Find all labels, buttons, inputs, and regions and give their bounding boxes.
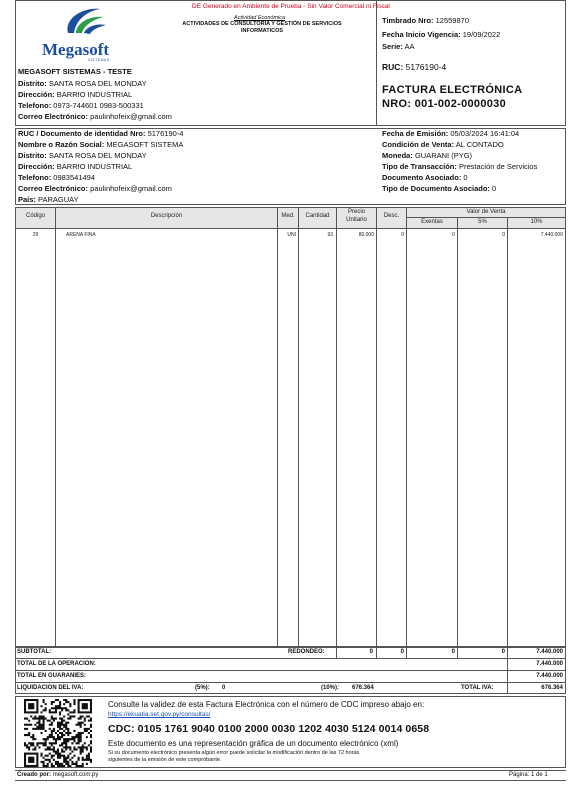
col-divider — [406, 207, 407, 647]
qr-code — [24, 699, 92, 767]
client-direccion — [18, 162, 132, 172]
logo-subtext: SISTEMAS — [88, 58, 110, 62]
fecha-emision-value: 05/03/2024 16:41:04 — [450, 129, 520, 138]
emitter-distrito-label: Distrito: — [18, 79, 47, 88]
serie-label: Serie: — [382, 42, 403, 51]
client-telefono-value: 0983541494 — [53, 173, 96, 182]
row-desc: 0 — [401, 232, 404, 238]
col-divider — [376, 207, 377, 647]
tipo-documento-asociado-label: Tipo de Documento Asociado: — [382, 184, 490, 193]
header-desc: Desc. — [383, 213, 400, 219]
client-distrito — [18, 151, 147, 161]
ruc-emitter-label: RUC: — [382, 62, 404, 72]
cdc-number: CDC: 0105 1761 9040 0100 2000 0030 1202 4030 5124 0014 0658 — [108, 723, 430, 735]
serie — [382, 42, 415, 52]
footer-rule — [15, 770, 566, 771]
vigencia — [382, 30, 500, 40]
ruc-emitter-value: 5176190-4 — [405, 62, 447, 72]
client-correo-label: Correo Electrónico: — [18, 184, 89, 193]
header-med: Med. — [281, 213, 295, 219]
creado-por-label: Creado por: — [17, 772, 52, 778]
redondeo-label: REDONDEO: — [288, 649, 325, 655]
client-telefono — [18, 173, 95, 183]
client-direccion-value: BARRIO INDUSTRIAL — [56, 162, 133, 171]
subtotal-cinco: 0 — [501, 649, 505, 655]
subtotal-exentas: 0 — [451, 649, 455, 655]
header-10: 10% — [530, 219, 543, 225]
client-nombre — [18, 140, 183, 150]
client-correo-value: paulinhofeix@gmail.com — [90, 184, 172, 193]
row-precio: 80.000 — [358, 232, 374, 238]
moneda — [382, 151, 472, 161]
logo-wordmark: Megasoft — [42, 40, 110, 59]
note-line-1: Si su documento electrónico presenta algún error puede solicitar la modificación dentro de las 72 horas — [108, 750, 360, 756]
client-direccion-label: Dirección: — [18, 162, 55, 171]
items-table — [15, 207, 566, 647]
col-divider — [336, 207, 337, 647]
document-number: NRO: 001-002-0000030 — [382, 98, 507, 110]
note-line-2: siguientes de la emisión de este comprobante. — [108, 757, 222, 763]
header-5: 5% — [478, 219, 487, 225]
valor-venta-split — [406, 217, 566, 218]
row-cinco: 0 — [502, 232, 505, 238]
client-correo — [18, 184, 172, 194]
row-cantidad: 93 — [327, 232, 333, 238]
documento-asociado-value: 0 — [463, 173, 468, 182]
subtotal-label: SUBTOTAL: — [17, 649, 52, 655]
col-divider — [507, 217, 508, 647]
documento-asociado-label: Documento Asociado: — [382, 173, 462, 182]
emitter-distrito-value: SANTA ROSA DEL MONDAY — [48, 79, 147, 88]
col-divider — [55, 207, 56, 647]
vigencia-value: 19/09/2022 — [462, 30, 501, 39]
client-ruc-value: 5176190-4 — [147, 129, 184, 138]
iva5-value: 0 — [222, 685, 226, 691]
header-codigo: Código — [25, 213, 45, 219]
row-diez: 7.440.000 — [540, 232, 563, 238]
timbrado — [382, 16, 469, 26]
consult-text: Consulte la validez de esta Factura Electrónica con el número de CDC impreso abajo en: — [108, 700, 425, 709]
items-header-bottom — [15, 228, 566, 229]
emitter-correo-label: Correo Electrónico: — [18, 112, 89, 121]
client-distrito-value: SANTA ROSA DEL MONDAY — [48, 151, 147, 160]
fecha-emision-label: Fecha de Emisión: — [382, 129, 449, 138]
condicion-venta-label: Condición de Venta: — [382, 140, 455, 149]
emitter-direccion — [18, 90, 132, 100]
client-pais — [18, 195, 79, 205]
timbrado-value: 12559870 — [435, 16, 469, 25]
creado-por-value: megasoft.com.py — [52, 772, 99, 778]
header-descripcion: Descripción — [150, 213, 183, 219]
client-ruc — [18, 129, 183, 139]
tipo-transaccion-value: Prestación de Servicios — [458, 162, 538, 171]
header-divider — [376, 0, 377, 126]
header-precio: Precio Unitario — [346, 209, 367, 223]
tipo-documento-asociado — [382, 184, 496, 194]
row-exentas: 0 — [452, 232, 455, 238]
iva10-value: 676.364 — [352, 685, 374, 691]
emitter-telefono-label: Telefono: — [18, 101, 52, 110]
vigencia-label: Fecha Inicio Vigencia: — [382, 30, 461, 39]
row-med: UNI — [287, 232, 296, 238]
condicion-venta-value: AL CONTADO — [455, 140, 504, 149]
tipo-transaccion-label: Tipo de Transacción: — [382, 162, 457, 171]
page-number: Página: 1 de 1 — [509, 772, 548, 778]
col-divider — [277, 207, 278, 647]
condicion-venta — [382, 140, 504, 150]
row-descripcion: ARENA FINA — [66, 232, 96, 238]
footer-bottom-rule — [15, 780, 566, 781]
emitter-distrito — [18, 79, 147, 89]
row-codigo: 29 — [32, 232, 39, 238]
client-distrito-label: Distrito: — [18, 151, 47, 160]
total-operacion-label: TOTAL DE LA OPERACION: — [17, 661, 96, 667]
consult-link[interactable]: https://ekuatia.set.gov.py/consultas/ — [108, 711, 211, 718]
total-iva-label: TOTAL IVA: — [461, 685, 494, 691]
watermark-text: DE Generado en Ambiente de Prueba - Sin Valor Comercial ni Fiscal — [192, 3, 390, 10]
iva10-label: (10%): — [321, 685, 340, 691]
ruc-emitter — [382, 62, 446, 72]
client-pais-value: PARAGUAY — [38, 195, 79, 204]
emitter-direccion-value: BARRIO INDUSTRIAL — [56, 90, 133, 99]
client-nombre-label: Nombre o Razón Social: — [18, 140, 105, 149]
actividad-label: Actividad Económica — [234, 15, 286, 21]
redondeo-value: 0 — [369, 649, 373, 655]
iva5-label: (5%): — [195, 685, 210, 691]
emitter-correo-value: paulinhofeix@gmail.com — [90, 112, 172, 121]
col-divider — [298, 207, 299, 647]
totals-line — [15, 670, 566, 671]
client-telefono-label: Telefono: — [18, 173, 52, 182]
creado-por — [17, 772, 98, 778]
company-name: MEGASOFT SISTEMAS - TESTE — [18, 67, 132, 76]
emitter-telefono-value: 0973-744601 0983-500331 — [53, 101, 144, 110]
col-divider — [457, 217, 458, 647]
emitter-telefono — [18, 101, 144, 111]
tipo-transaccion — [382, 162, 537, 172]
qr-code-icon — [24, 699, 92, 767]
totals-line — [15, 682, 566, 683]
tipo-documento-asociado-value: 0 — [492, 184, 497, 193]
moneda-label: Moneda: — [382, 151, 413, 160]
total-operacion-value: 7.440.000 — [536, 661, 563, 667]
subtotal-desc: 0 — [400, 649, 404, 655]
client-nombre-value: MEGASOFT SISTEMA — [106, 140, 184, 149]
documento-asociado — [382, 173, 468, 183]
header-exentas: Exentas — [421, 219, 443, 225]
emitter-direccion-label: Dirección: — [18, 90, 55, 99]
header-cantidad: Cantidad — [305, 213, 330, 219]
liquidacion-iva-label: LIQUIDACION DEL IVA: — [17, 685, 84, 691]
header-valor-venta: Valor de Venta — [466, 209, 506, 215]
totals-line — [15, 658, 566, 659]
subtotal-diez: 7.440.000 — [536, 649, 563, 655]
document-title: FACTURA ELECTRÓNICA — [382, 84, 523, 96]
client-ruc-label: RUC / Documento de identidad Nro: — [18, 129, 146, 138]
actividad-value: ACTIVIDADES DE CONSULTORIA Y GESTIÓN DE SERVICIOS INFORMATICOS — [182, 21, 342, 34]
total-guaranies-value: 7.440.000 — [536, 673, 563, 679]
client-pais-label: País: — [18, 195, 36, 204]
moneda-value: GUARANI (PYG) — [414, 151, 473, 160]
emitter-correo — [18, 112, 172, 122]
total-iva-value: 676.364 — [541, 685, 563, 691]
representation-text: Este documento es una representación gráfica de un documento electrónico (xml) — [108, 739, 399, 748]
timbrado-label: Timbrado Nro: — [382, 16, 434, 25]
total-guaranies-label: TOTAL EN GUARANIES: — [17, 673, 87, 679]
serie-value: AA — [404, 42, 415, 51]
fecha-emision — [382, 129, 519, 139]
